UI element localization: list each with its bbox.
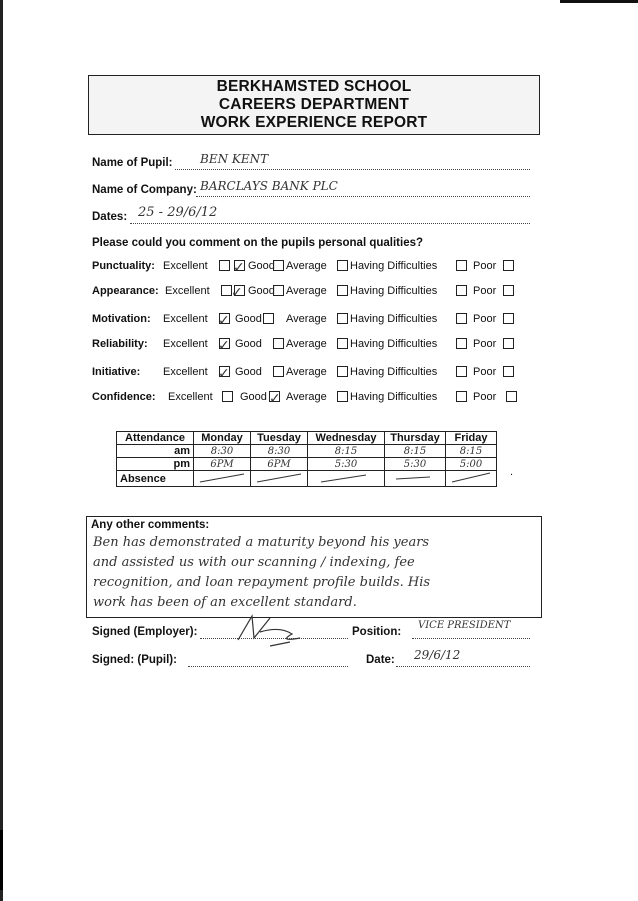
option-poor: Poor (473, 391, 497, 403)
option-excellent: Excellent (168, 391, 213, 403)
checkbox-poor[interactable] (506, 391, 517, 402)
check-mark-icon: ✓ (218, 366, 230, 382)
am-cell: 8:15 (308, 445, 385, 458)
attendance-header-row (117, 432, 497, 445)
option-having-difficulties: Having Difficulties (350, 260, 438, 272)
option-excellent: Excellent (165, 285, 210, 297)
report-title: WORK EXPERIENCE REPORT (200, 114, 428, 131)
option-average: Average (286, 285, 327, 297)
comment-line: work has been of an excellent standard. (93, 595, 357, 610)
attendance-table (116, 431, 497, 487)
check-mark-icon: ✓ (269, 391, 281, 407)
pupil-name-label: Name of Pupil: (92, 157, 173, 169)
date-line (396, 666, 530, 667)
check-mark-icon: ✓ (231, 285, 243, 301)
option-excellent: Excellent (163, 260, 208, 272)
check-mark-icon: ✓ (218, 313, 230, 329)
checkbox-good-after[interactable] (273, 285, 284, 296)
checkbox-excellent[interactable] (219, 260, 230, 271)
option-good: Good (240, 391, 267, 403)
option-average: Average (286, 313, 327, 325)
checkbox-excellent[interactable] (222, 391, 233, 402)
absence-cell (308, 471, 385, 487)
scan-edge-mark (0, 830, 3, 890)
quality-row-motivation (92, 313, 532, 329)
company-name-line (196, 196, 530, 197)
checkbox-average[interactable] (337, 391, 348, 402)
checkbox-poor[interactable] (503, 260, 514, 271)
scan-edge-top (560, 0, 638, 3)
checkbox-average[interactable] (337, 366, 348, 377)
dates-value: 25 - 29/6/12 (138, 205, 218, 220)
pm-label: pm (117, 458, 194, 471)
option-having-difficulties: Having Difficulties (350, 366, 438, 378)
comment-line: recognition, and loan repayment profile builds. His (93, 575, 431, 590)
date-value: 29/6/12 (414, 648, 461, 662)
report-title-box (88, 75, 540, 135)
absence-cell (446, 471, 497, 487)
checkbox-average[interactable] (337, 313, 348, 324)
pupil-name-line (175, 169, 530, 170)
option-good: Good (235, 338, 262, 350)
checkbox-good[interactable] (263, 313, 274, 324)
dates-line (130, 223, 530, 224)
option-good: Good (235, 313, 262, 325)
position-label: Position: (352, 626, 402, 638)
scan-edge-left (0, 0, 3, 901)
option-having-difficulties: Having Difficulties (350, 391, 438, 403)
option-excellent: Excellent (163, 338, 208, 350)
pm-cell: 5:30 (308, 458, 385, 471)
employer-signature (230, 612, 320, 652)
attendance-pm-row (117, 458, 497, 471)
checkbox-having-difficulties[interactable] (456, 285, 467, 296)
pm-cell: 5:00 (446, 458, 497, 471)
quality-label: Initiative: (92, 366, 141, 378)
checkbox-good[interactable] (273, 366, 284, 377)
checkbox-having-difficulties[interactable] (456, 260, 467, 271)
day-header: Tuesday (251, 432, 308, 445)
dates-label: Dates: (92, 211, 128, 223)
company-name-label: Name of Company: (92, 184, 197, 196)
quality-row-punctuality (92, 260, 532, 276)
am-label: am (117, 445, 194, 458)
quality-label: Motivation: (92, 313, 151, 325)
checkbox-good[interactable] (273, 338, 284, 349)
checkbox-poor[interactable] (503, 285, 514, 296)
date-label: Date: (366, 654, 395, 666)
day-header: Wednesday (308, 432, 385, 445)
day-header: Monday (194, 432, 251, 445)
option-good: Good (248, 285, 275, 297)
comments-box (86, 516, 542, 618)
absence-cell (251, 471, 308, 487)
absence-cell (194, 471, 251, 487)
quality-row-confidence (92, 391, 532, 407)
stray-mark: . (510, 466, 514, 478)
attendance-header: Attendance (117, 432, 194, 445)
checkbox-having-difficulties[interactable] (456, 391, 467, 402)
pm-cell: 5:30 (385, 458, 446, 471)
checkbox-good-after[interactable] (273, 260, 284, 271)
option-average: Average (286, 260, 327, 272)
option-good: Good (235, 366, 262, 378)
attendance-absence-row (117, 471, 497, 487)
option-poor: Poor (473, 338, 497, 350)
pupil-name-value: BEN KENT (200, 152, 269, 166)
employer-signature-label: Signed (Employer): (92, 626, 198, 638)
option-poor: Poor (473, 260, 497, 272)
option-poor: Poor (473, 366, 497, 378)
checkbox-average[interactable] (337, 285, 348, 296)
day-header: Thursday (385, 432, 446, 445)
checkbox-having-difficulties[interactable] (456, 313, 467, 324)
quality-label: Reliability: (92, 338, 148, 350)
am-cell: 8:15 (385, 445, 446, 458)
checkbox-average[interactable] (337, 260, 348, 271)
am-cell: 8:30 (194, 445, 251, 458)
pm-cell: 6PM (251, 458, 308, 471)
department-name: CAREERS DEPARTMENT (218, 96, 410, 113)
comment-line: Ben has demonstrated a maturity beyond his years (93, 535, 430, 550)
position-line (412, 638, 530, 639)
company-name-value: BARCLAYS BANK PLC (200, 179, 338, 193)
position-value: VICE PRESIDENT (418, 620, 511, 631)
am-cell: 8:30 (251, 445, 308, 458)
checkbox-poor[interactable] (503, 313, 514, 324)
check-mark-icon: ✓ (233, 260, 245, 276)
absence-label: Absence (117, 471, 194, 487)
attendance-am-row (117, 445, 497, 458)
comment-line: and assisted us with our scanning / indexing, fee (93, 555, 415, 570)
option-having-difficulties: Having Difficulties (350, 338, 438, 350)
option-average: Average (286, 338, 327, 350)
option-excellent: Excellent (163, 313, 208, 325)
absence-cell (385, 471, 446, 487)
option-average: Average (286, 391, 327, 403)
quality-row-reliability (92, 338, 532, 354)
option-having-difficulties: Having Difficulties (350, 285, 438, 297)
quality-label: Punctuality: (92, 260, 155, 272)
checkbox-poor[interactable] (503, 366, 514, 377)
option-good: Good (248, 260, 275, 272)
checkbox-average[interactable] (337, 338, 348, 349)
quality-row-initiative (92, 366, 532, 382)
qualities-question: Please could you comment on the pupils personal qualities? (92, 237, 424, 249)
option-average: Average (286, 366, 327, 378)
checkbox-having-difficulties[interactable] (456, 366, 467, 377)
option-poor: Poor (473, 285, 497, 297)
am-cell: 8:15 (446, 445, 497, 458)
pupil-signature-label: Signed: (Pupil): (92, 654, 177, 666)
option-having-difficulties: Having Difficulties (350, 313, 438, 325)
checkbox-poor[interactable] (503, 338, 514, 349)
option-excellent: Excellent (163, 366, 208, 378)
day-header: Friday (446, 432, 497, 445)
pm-cell: 6PM (194, 458, 251, 471)
quality-row-appearance (92, 285, 532, 301)
checkbox-having-difficulties[interactable] (456, 338, 467, 349)
option-poor: Poor (473, 313, 497, 325)
pupil-signature-line (188, 666, 348, 667)
quality-label: Appearance: (92, 285, 159, 297)
quality-label: Confidence: (92, 391, 156, 403)
check-mark-icon: ✓ (218, 338, 230, 354)
comments-label: Any other comments: (91, 519, 210, 531)
school-name: BERKHAMSTED SCHOOL (216, 78, 412, 95)
